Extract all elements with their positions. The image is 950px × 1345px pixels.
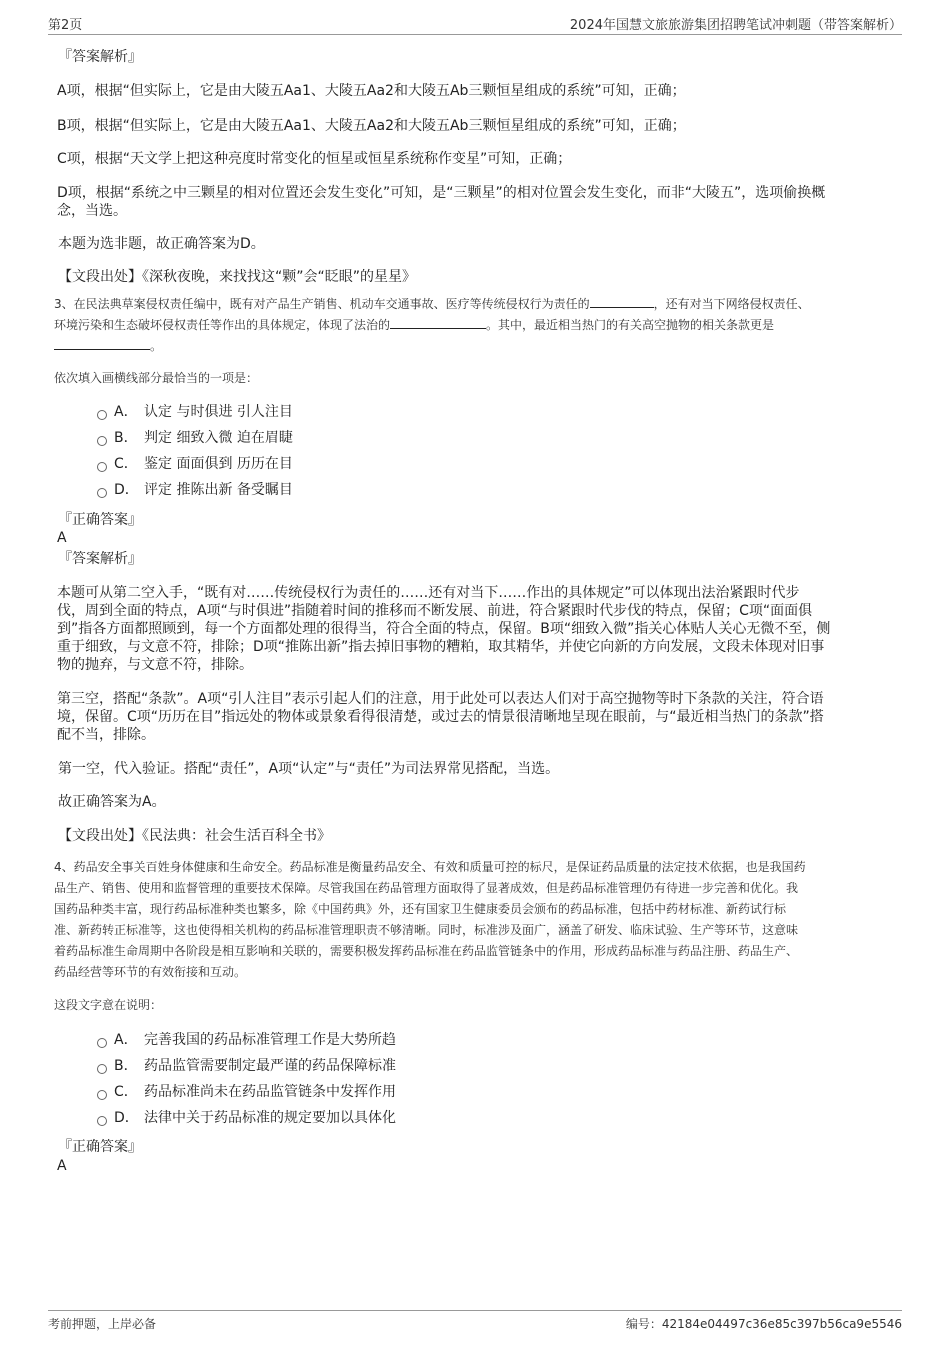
q4-prompt: 这段文字意在说明：	[54, 998, 163, 1012]
q3-option-b[interactable]	[97, 428, 293, 448]
page-header	[48, 14, 902, 35]
q3-conclusion: 故正确答案为A。	[58, 794, 166, 810]
q3-analysis-p1-l3: 到”指各方面都照顾到，每一个方面都处理的很得当，符合全面的特点，保留。B项“细致入微”指关心体贴人关心无微不至，侧	[57, 621, 831, 637]
radio-icon[interactable]	[97, 1116, 107, 1126]
option-text: 药品标准尚未在药品监管链条中发挥作用	[144, 1084, 396, 1100]
q3-answer-heading: 『正确答案』	[58, 512, 142, 528]
q3-analysis-p2-l2: 境，保留。C项“历历在目”指远处的物体或景象看得很清楚，或过去的情景很清晰地呈现在眼前，与“最近相当热门的条款”搭	[57, 709, 824, 725]
option-letter: B．	[114, 430, 138, 446]
q4-answer: A	[57, 1158, 67, 1174]
q2-analysis-a: A项，根据“但实际上，它是由大陵五Aa1、大陵五Aa2和大陵五Ab三颗恒星组成的系统”可知，正确；	[57, 83, 686, 99]
q3-stem-text-1a: 3、在民法典草案侵权责任编中，既有对产品生产销售、机动车交通事故、医疗等传统侵权行为责任的	[54, 297, 590, 311]
q3-stem-text-1b: ，还有对当下网络侵权责任、	[653, 297, 810, 311]
radio-icon[interactable]	[97, 462, 107, 472]
q4-option-a[interactable]	[97, 1030, 396, 1050]
q4-stem-l6: 药品经营等环节的有效衔接和互动。	[54, 965, 247, 979]
q3-stem-text-2a: 环境污染和生态破坏侵权责任等作出的具体规定，体现了法治的	[54, 318, 391, 332]
q4-stem-l1: 4、药品安全事关百姓身体健康和生命安全。药品标准是衡量药品安全、有效和质量可控的标尺，是保证药品质量的法定技术依据，也是我国药	[54, 860, 806, 874]
q3-option-d[interactable]	[97, 480, 293, 500]
q3-stem-line1	[54, 293, 810, 315]
q2-analysis-b: B项，根据“但实际上，它是由大陵五Aa1、大陵五Aa2和大陵五Ab三颗恒星组成的系统”可知，正确；	[57, 118, 686, 134]
option-letter: C．	[114, 1084, 138, 1100]
q4-answer-heading: 『正确答案』	[58, 1139, 142, 1155]
q2-analysis-d-line1: D项，根据“系统之中三颗星的相对位置还会发生变化”可知，是“三颗星”的相对位置会发生变化，而非“大陵五”，选项偷换概	[57, 185, 826, 201]
q4-stem-l3: 国药品种类丰富，现行药品标准种类也繁多，除《中国药典》外，还有国家卫生健康委员会颁布的药品标准，包括中药材标准、新药试行标	[54, 902, 787, 916]
q3-prompt: 依次填入画横线部分最恰当的一项是：	[54, 371, 259, 385]
q2-analysis-heading: 『答案解析』	[58, 49, 142, 65]
q4-stem-l2: 品生产、销售、使用和监督管理的重要技术保障。尽管我国在药品管理方面取得了显著成效，但是药品标准管理仍有待进一步完善和优化。我	[54, 881, 799, 895]
radio-icon[interactable]	[97, 1038, 107, 1048]
q3-source: 【文段出处】《民法典：社会生活百科全书》	[58, 828, 331, 844]
q3-answer: A	[57, 530, 67, 546]
q4-option-b[interactable]	[97, 1056, 396, 1076]
page-number: 第2页	[48, 18, 83, 33]
q4-stem-l5: 着药品标准生命周期中各阶段是相互影响和关联的，需要积极发挥药品标准在药品监管链条中的作用，形成药品标准与药品注册、药品生产、	[54, 944, 799, 958]
option-letter: D．	[114, 482, 139, 498]
q3-analysis-p1-l4: 重于细致，与文意不符，排除；D项“推陈出新”指去掉旧事物的糟粕，取其精华，并使它向新的方向发展，文段未体现对旧事	[57, 639, 825, 655]
q3-option-a[interactable]	[97, 402, 293, 422]
option-letter: B．	[114, 1058, 138, 1074]
q4-option-d[interactable]	[97, 1108, 396, 1128]
q4-option-c[interactable]	[97, 1082, 396, 1102]
q2-conclusion: 本题为选非题，故正确答案为D。	[58, 236, 265, 252]
document-title: 2024年国慧文旅旅游集团招聘笔试冲刺题（带答案解析）	[569, 18, 902, 33]
option-letter: A．	[114, 1032, 138, 1048]
q3-analysis-p1-l1: 本题可从第二空入手，“既有对……传统侵权行为责任的……还有对当下……作出的具体规定”可以体现出法治紧跟时代步	[57, 585, 800, 601]
q3-stem-line3	[54, 335, 162, 357]
option-letter: A．	[114, 404, 138, 420]
q3-option-c[interactable]	[97, 454, 293, 474]
footer-serial: 编号：42184e04497c36e85c397b56ca9e5546	[625, 1317, 902, 1331]
option-text: 认定 与时俱进 引人注目	[144, 404, 293, 420]
q3-stem-text-3: 。	[150, 339, 163, 353]
radio-icon[interactable]	[97, 410, 107, 420]
q3-analysis-p2-l3: 配不当，排除。	[57, 727, 155, 743]
radio-icon[interactable]	[97, 1090, 107, 1100]
option-text: 药品监管需要制定最严谨的药品保障标准	[144, 1058, 396, 1074]
option-letter: D．	[114, 1110, 139, 1126]
option-text: 判定 细致入微 迫在眉睫	[144, 430, 293, 446]
q4-stem-l4: 准、新药转正标准等，这也使得相关机构的药品标准管理职责不够清晰。同时，标准涉及面广，涵盖了研发、临床试验、生产等环节，这意味	[54, 923, 799, 937]
q2-source: 【文段出处】《深秋夜晚，来找找这“颗”会“眨眼”的星星》	[58, 269, 417, 285]
fill-blank-2	[390, 314, 486, 329]
q3-analysis-p2-l1: 第三空，搭配“条款”。A项“引人注目”表示引起人们的注意，用于此处可以表达人们对于高空抛物等时下条款的关注，符合语	[57, 691, 824, 707]
radio-icon[interactable]	[97, 436, 107, 446]
radio-icon[interactable]	[97, 1064, 107, 1074]
option-text: 鉴定 面面俱到 历历在目	[144, 456, 293, 472]
fill-blank-3	[54, 335, 150, 350]
page-footer	[48, 1310, 902, 1333]
q3-stem-line2	[54, 314, 774, 336]
q3-stem-text-2b: 。其中，最近相当热门的有关高空抛物的相关条款更是	[486, 318, 775, 332]
option-text: 评定 推陈出新 备受瞩目	[144, 482, 293, 498]
option-text: 完善我国的药品标准管理工作是大势所趋	[144, 1032, 396, 1048]
q3-analysis-p1-l5: 物的抛弃，与文意不符，排除。	[57, 657, 253, 673]
option-text: 法律中关于药品标准的规定要加以具体化	[144, 1110, 396, 1126]
q3-analysis-heading: 『答案解析』	[58, 551, 142, 567]
q2-analysis-d-line2: 念，当选。	[57, 203, 127, 219]
q3-analysis-p3: 第一空，代入验证。搭配“责任”，A项“认定”与“责任”为司法界常见搭配，当选。	[58, 761, 560, 777]
fill-blank-1	[590, 293, 654, 308]
option-letter: C．	[114, 456, 138, 472]
footer-slogan: 考前押题，上岸必备	[48, 1317, 157, 1331]
q3-analysis-p1-l2: 伐，周到全面的特点，A项“与时俱进”指随着时间的推移而不断发展、前进，符合紧跟时代步伐的特点，保留；C项“面面俱	[57, 603, 813, 619]
q2-analysis-c: C项，根据“天文学上把这种亮度时常变化的恒星或恒星系统称作变星”可知，正确；	[57, 151, 572, 167]
radio-icon[interactable]	[97, 488, 107, 498]
